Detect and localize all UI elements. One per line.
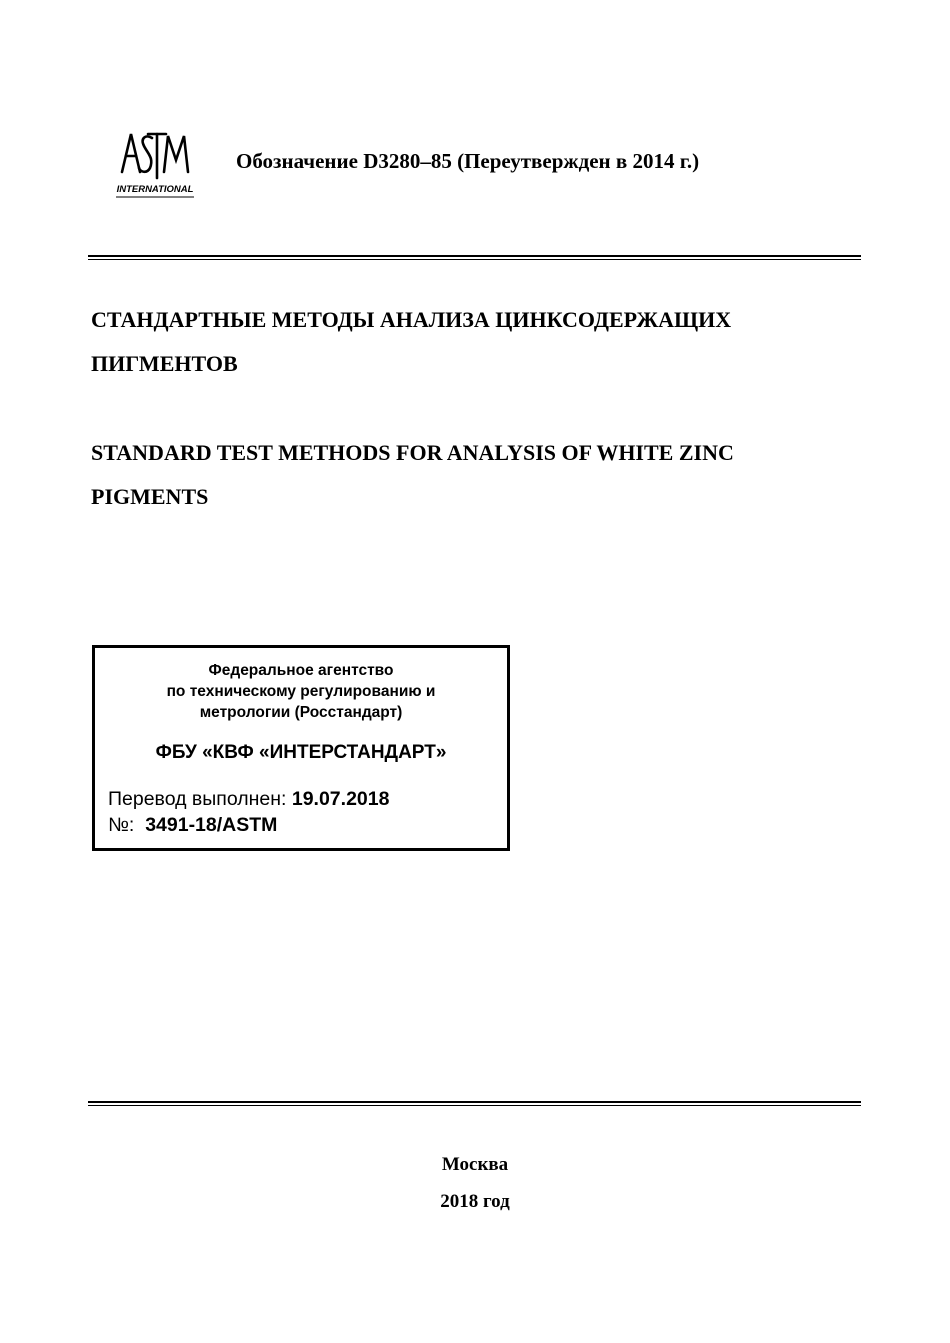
stamp-agency	[95, 660, 507, 723]
stamp-number-value: 3491-18/ASTM	[145, 814, 278, 836]
astm-international-logo	[112, 126, 198, 200]
stamp-agency-line-1: Федеральное агентство	[208, 662, 394, 679]
stamp-organization: ФБУ «КВФ «ИНТЕРСТАНДАРТ»	[155, 742, 447, 763]
title-english-line-2: PIGMENTS	[91, 484, 209, 509]
title-english-line-1: STANDARD TEST METHODS FOR ANALYSIS OF WHITE ZINC	[91, 440, 734, 465]
stamp-translation-date-line	[108, 788, 389, 811]
logo-caption: INTERNATIONAL	[116, 184, 194, 195]
stamp-number-line	[108, 814, 277, 837]
stamp-agency-line-2: по техническому регулированию и	[166, 683, 436, 700]
title-russian-line-1: СТАНДАРТНЫЕ МЕТОДЫ АНАЛИЗА ЦИНКСОДЕРЖАЩИХ	[91, 307, 732, 332]
top-divider	[88, 255, 861, 260]
document-designation: Обозначение D3280–85 (Переутвержден в 2014 г.)	[236, 149, 700, 173]
title-english	[91, 431, 859, 519]
stamp-number-label: №:	[108, 814, 135, 836]
title-russian	[91, 298, 859, 386]
stamp-agency-line-3: метрологии (Росстандарт)	[199, 704, 403, 721]
bottom-divider	[88, 1101, 861, 1106]
stamp-translated-label: Перевод выполнен:	[108, 788, 287, 810]
publication-city: Москва	[441, 1154, 509, 1175]
translation-stamp	[92, 645, 510, 851]
publication-year: 2018 год	[440, 1191, 510, 1212]
title-russian-line-2: ПИГМЕНТОВ	[91, 351, 238, 376]
stamp-translated-date: 19.07.2018	[291, 788, 390, 810]
